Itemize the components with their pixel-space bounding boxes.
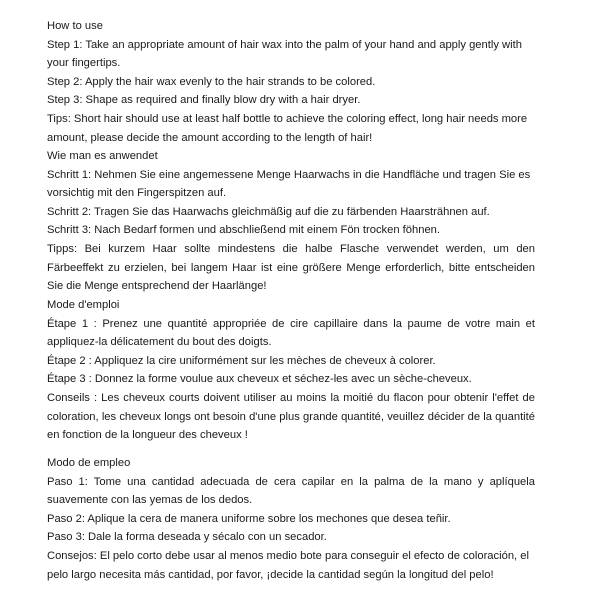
instruction-step-3: Paso 3: Dale la forma deseada y sécalo con un secador. bbox=[47, 531, 327, 544]
instruction-step-2: Étape 2 : Appliquez la cire uniformément sur les mèches de cheveux à colorer. bbox=[47, 354, 436, 367]
instruction-step-1: Paso 1: Tome una cantidad adecuada de cera capilar en la palma de la mano y aplíquela suavemente con las yemas de los dedos. bbox=[47, 475, 535, 507]
section-heading: How to use bbox=[47, 20, 103, 32]
instruction-tips: Tips: Short hair should use at least half bottle to achieve the coloring effect, long hair needs more amount, please decide the amount according to the length of hair! bbox=[47, 112, 528, 144]
instruction-step-1: Step 1: Take an appropriate amount of hair wax into the palm of your hand and apply gently with your fingertips. bbox=[47, 38, 522, 70]
german-instructions bbox=[47, 147, 535, 296]
instruction-step-2: Paso 2: Aplique la cera de manera uniforme sobre los mechones que desea teñir. bbox=[47, 512, 451, 525]
instruction-step-1: Schritt 1: Nehmen Sie eine angemessene Menge Haarwachs in die Handfläche und tragen Sie es vorsichtig mit den Fingerspitzen auf. bbox=[47, 168, 531, 200]
section-heading: Mode d'emploi bbox=[47, 299, 120, 311]
french-instructions bbox=[47, 296, 535, 445]
instruction-step-3: Schritt 3: Nach Bedarf formen und abschließend mit einem Fön trocken föhnen. bbox=[47, 224, 441, 237]
english-instructions bbox=[47, 17, 535, 147]
section-heading: Wie man es anwendet bbox=[47, 150, 158, 162]
spanish-instructions bbox=[47, 454, 535, 584]
instruction-step-1: Étape 1 : Prenez une quantité appropriée de cire capillaire dans la paume de votre main et appliquez-la délicatement du bout des doigts. bbox=[47, 317, 535, 349]
instruction-tips: Tipps: Bei kurzem Haar sollte mindestens die halbe Flasche verwendet werden, um den Färbeeffekt zu erzielen, bei langem Haar ist eine größere Menge erforderlich, bitte entscheiden Sie die Menge entsprechend der Haarlänge! bbox=[47, 242, 535, 293]
instruction-step-2: Schritt 2: Tragen Sie das Haarwachs gleichmäßig auf die zu färbenden Haarsträhnen auf. bbox=[47, 205, 490, 218]
instruction-step-3: Étape 3 : Donnez la forme voulue aux cheveux et séchez-les avec un sèche-cheveux. bbox=[47, 373, 472, 386]
instruction-step-3: Step 3: Shape as required and finally blow dry with a hair dryer. bbox=[47, 94, 361, 107]
section-heading: Modo de empleo bbox=[47, 457, 131, 469]
instruction-tips: Conseils : Les cheveux courts doivent utiliser au moins la moitié du flacon pour obtenir l'effet de coloration, les cheveux longs ont besoin d'une plus grande quantité, veuillez décider de la quantité en fonction de la longueur des cheveux ! bbox=[47, 391, 535, 442]
instruction-tips: Consejos: El pelo corto debe usar al menos medio bote para conseguir el efecto de coloración, el pelo largo necesita más cantidad, por favor, ¡decide la cantidad según la longitud del pelo! bbox=[47, 549, 529, 581]
instruction-step-2: Step 2: Apply the hair wax evenly to the hair strands to be colored. bbox=[47, 75, 376, 88]
